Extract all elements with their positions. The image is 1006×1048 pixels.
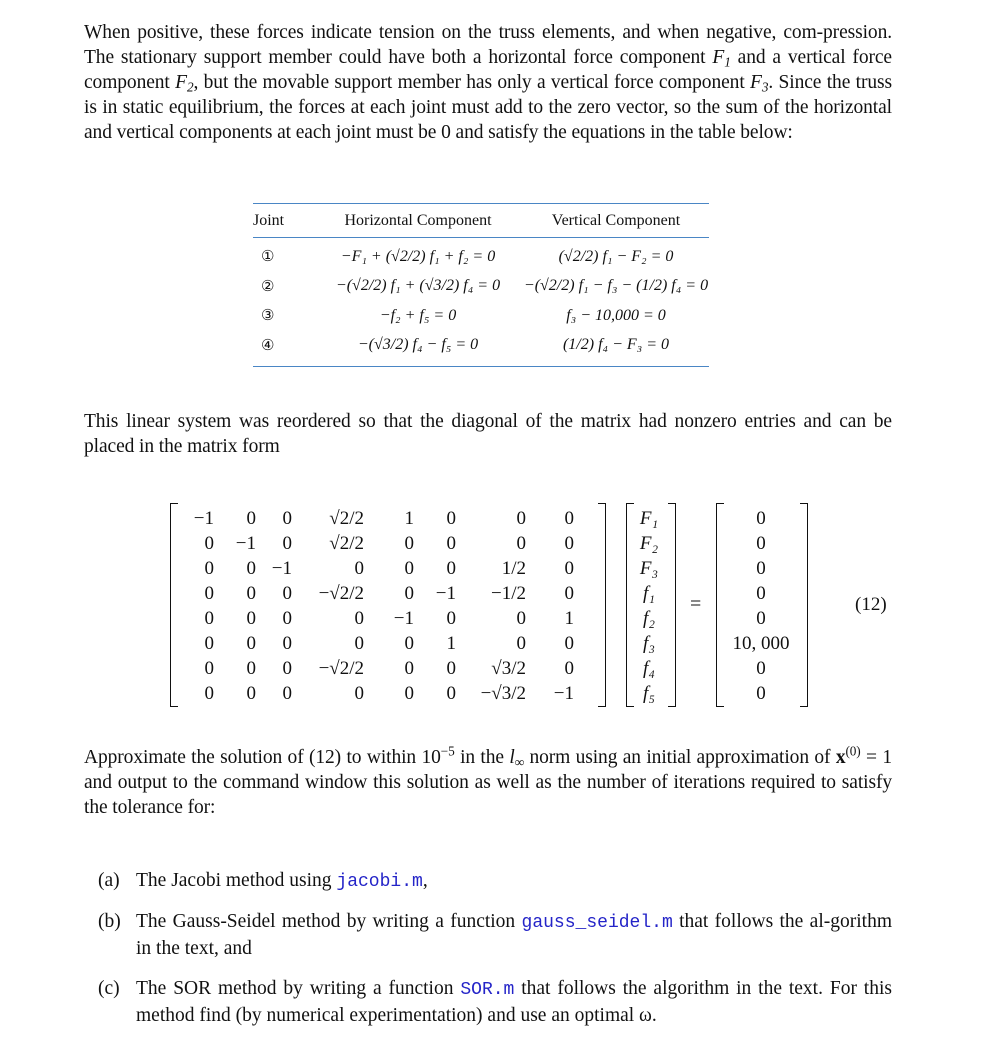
matrix-cell: 0: [446, 607, 456, 629]
matrix-cell: 0: [404, 682, 414, 704]
matrix-cell: −√2/2: [318, 582, 364, 604]
matrix-cell: 0: [354, 632, 364, 654]
matrix-cell: 0: [204, 682, 214, 704]
unknown-entry: f₃: [643, 632, 655, 654]
horizontal-equation: −F₁ + (√2/2) f₁ + f₂ = 0: [340, 247, 496, 265]
matrix-cell: 0: [354, 607, 364, 629]
matrix-cell: 0: [564, 632, 574, 654]
equation-number: (12): [855, 594, 887, 615]
intro-text-2: and a vertical force component: [84, 47, 892, 93]
unknowns-left-bracket: [626, 503, 634, 707]
matrix-cell: 0: [354, 557, 364, 579]
matrix-cell: 0: [204, 582, 214, 604]
header-vertical: Vertical Component: [551, 211, 681, 229]
rhs-entry: 0: [756, 682, 766, 704]
matrix-cell: 1/2: [501, 557, 526, 579]
unknown-entry: F₃: [639, 557, 659, 579]
matrix-cell: 0: [516, 532, 526, 554]
table-row: [253, 272, 709, 302]
matrix-right-bracket: [598, 503, 606, 707]
matrix-cell: 0: [282, 582, 292, 604]
matrix-cell: −√3/2: [480, 682, 526, 704]
item-label: (c): [98, 978, 120, 999]
table-row: [253, 301, 709, 331]
matrix-cell: −1: [235, 532, 256, 554]
matrix-cell: 0: [246, 582, 256, 604]
intro-paragraph: [84, 20, 892, 145]
unknown-entry: f₅: [643, 682, 655, 704]
matrix-cell: 0: [246, 557, 256, 579]
joint-number: ④: [261, 337, 275, 354]
intro-text-4: . Since the truss is in static equilibrium, the forces at each joint must add to the zero vector, so the sum of the horizontal and vertical components at each joint must be 0 and satisfy the equations in the table below:: [84, 72, 892, 143]
matrix-cell: 0: [246, 657, 256, 679]
matrix-cell: 0: [246, 632, 256, 654]
joint-number: ①: [261, 249, 275, 266]
rhs-entry: 0: [756, 507, 766, 529]
item-text: The SOR method by writing a function SOR.m that follows the algorithm in the text. For this method find (by numerical experimentation) and use an optimal ω.: [136, 978, 892, 1026]
joint-number: ③: [261, 308, 275, 325]
rhs-entry: 0: [756, 532, 766, 554]
task-text-3: norm using an initial approximation of: [524, 747, 836, 768]
matrix-cell: 0: [354, 682, 364, 704]
matrix-cell: −1: [553, 682, 574, 704]
matrix-cell: 0: [446, 557, 456, 579]
table-row: [253, 331, 709, 361]
matrix-cell: 0: [282, 507, 292, 529]
list-item-b: [98, 909, 892, 961]
vertical-equation: f₃ − 10,000 = 0: [566, 306, 666, 324]
matrix-cell: −1/2: [491, 582, 526, 604]
vertical-equation: (√2/2) f₁ − F₂ = 0: [558, 247, 674, 265]
unknown-entry: f₁: [643, 582, 655, 604]
matrix-cell: 0: [516, 507, 526, 529]
matrix-cell: −1: [271, 557, 292, 579]
matrix-cell: √3/2: [491, 657, 526, 679]
horizontal-equation: −(√2/2) f₁ + (√3/2) f₄ = 0: [335, 277, 501, 295]
matrix-cell: −1: [393, 607, 414, 629]
matrix-cell: 0: [404, 657, 414, 679]
matrix-cell: 0: [204, 657, 214, 679]
matrix-cell: 0: [564, 657, 574, 679]
reorder-paragraph: This linear system was reordered so that the diagonal of the matrix had nonzero entries and can be placed in the matrix form: [84, 411, 892, 457]
item-text: The Jacobi method using jacobi.m,: [136, 870, 428, 892]
task-text-4: = 1 and output to the command window this solution as well as the number of iterations required to satisfy the tolerance for:: [84, 747, 892, 818]
code-gauss-seidel: gauss_seidel.m: [521, 913, 673, 933]
matrix-cell: 0: [282, 682, 292, 704]
matrix-cell: 0: [282, 657, 292, 679]
rhs-entry: 0: [756, 657, 766, 679]
vertical-equation: (1/2) f₄ − F₃ = 0: [562, 336, 670, 354]
item-text: The Gauss-Seidel method by writing a function gauss_seidel.m that follows the al-gorithm in the text, and: [136, 911, 892, 959]
item-label: (b): [98, 911, 121, 932]
unknown-entry: f₄: [643, 657, 655, 679]
matrix-cell: 0: [404, 632, 414, 654]
matrix-cell: 0: [446, 507, 456, 529]
task-text-1: Approximate the solution of (12) to within 10: [84, 747, 441, 768]
matrix-cell: 0: [246, 682, 256, 704]
code-jacobi: jacobi.m: [336, 872, 423, 892]
vertical-equation: −(√2/2) f₁ − f₃ − (1/2) f₄ = 0: [523, 277, 709, 295]
matrix-cell: −1: [435, 582, 456, 604]
intro-text-1: When positive, these forces indicate tension on the truss elements, and when negative, com-pression. The stationary support member could have both a horizontal force component: [84, 22, 892, 68]
matrix-cell: 1: [564, 607, 574, 629]
matrix-cell: 0: [516, 632, 526, 654]
joint-equations-table: [253, 203, 709, 367]
header-joint: Joint: [253, 211, 285, 229]
matrix-cell: 0: [246, 607, 256, 629]
matrix-cell: 0: [404, 532, 414, 554]
rhs-entry: 0: [756, 557, 766, 579]
matrix-cell: 0: [564, 532, 574, 554]
norm-symbol: $l_\infty$: [509, 747, 525, 770]
matrix-cell: 0: [282, 607, 292, 629]
rhs-right-bracket: [800, 503, 808, 707]
joint-number: ②: [261, 278, 275, 295]
list-item-c: [98, 976, 892, 1028]
matrix-cell: 0: [446, 682, 456, 704]
matrix-cell: 0: [446, 657, 456, 679]
matrix-cell: 0: [204, 632, 214, 654]
matrix-cell: 0: [516, 607, 526, 629]
var-F3: $F_3$: [750, 72, 769, 95]
rhs-entry: 0: [756, 582, 766, 604]
unknown-entry: F₂: [639, 532, 659, 554]
matrix-cell: 0: [564, 507, 574, 529]
var-F1: $F_1$: [712, 47, 731, 70]
matrix-cell: √2/2: [329, 532, 364, 554]
rhs-entry: 10, 000: [732, 632, 790, 654]
rhs-vector: [726, 506, 796, 706]
equals-sign: =: [690, 593, 702, 615]
matrix-cell: −√2/2: [318, 657, 364, 679]
matrix-cell: √2/2: [329, 507, 364, 529]
rhs-entry: 0: [756, 607, 766, 629]
matrix-cell: 0: [446, 532, 456, 554]
matrix-cell: 0: [564, 557, 574, 579]
matrix-cell: 1: [404, 507, 414, 529]
task-paragraph: [84, 745, 892, 820]
var-F2: $F_2$: [175, 72, 194, 95]
table-header: [253, 204, 709, 238]
matrix-cell: 0: [404, 557, 414, 579]
matrix-cell: 0: [204, 607, 214, 629]
item-label: (a): [98, 870, 120, 891]
matrix-cell: 0: [282, 532, 292, 554]
matrix-left-bracket: [170, 503, 178, 707]
unknowns-right-bracket: [668, 503, 676, 707]
matrix-cell: −1: [193, 507, 214, 529]
intro-text-3: , but the movable support member has only a vertical force component: [193, 72, 751, 93]
unknown-entry: f₂: [643, 607, 655, 629]
matrix-cell: 0: [404, 582, 414, 604]
code-sor: SOR.m: [460, 980, 515, 1000]
table-body: [253, 238, 709, 366]
task-text-2: in the: [454, 747, 510, 768]
unknowns-vector: [634, 506, 664, 706]
rhs-left-bracket: [716, 503, 724, 707]
horizontal-equation: −(√3/2) f₄ − f₅ = 0: [357, 336, 479, 354]
unknown-entry: F₁: [639, 507, 659, 529]
matrix-cell: 0: [564, 582, 574, 604]
x0-superscript: (0): [845, 743, 861, 759]
matrix-cell: 0: [246, 507, 256, 529]
exponent: −5: [440, 743, 455, 759]
matrix-cell: 1: [446, 632, 456, 654]
table-row: [253, 242, 709, 272]
list-item-a: [98, 868, 892, 895]
x0-symbol: x: [835, 747, 846, 768]
matrix-cell: 0: [282, 632, 292, 654]
header-horizontal: Horizontal Component: [344, 211, 492, 229]
horizontal-equation: −f₂ + f₅ = 0: [379, 306, 457, 324]
coefficient-matrix: [182, 506, 574, 706]
matrix-cell: 0: [204, 557, 214, 579]
matrix-cell: 0: [204, 532, 214, 554]
